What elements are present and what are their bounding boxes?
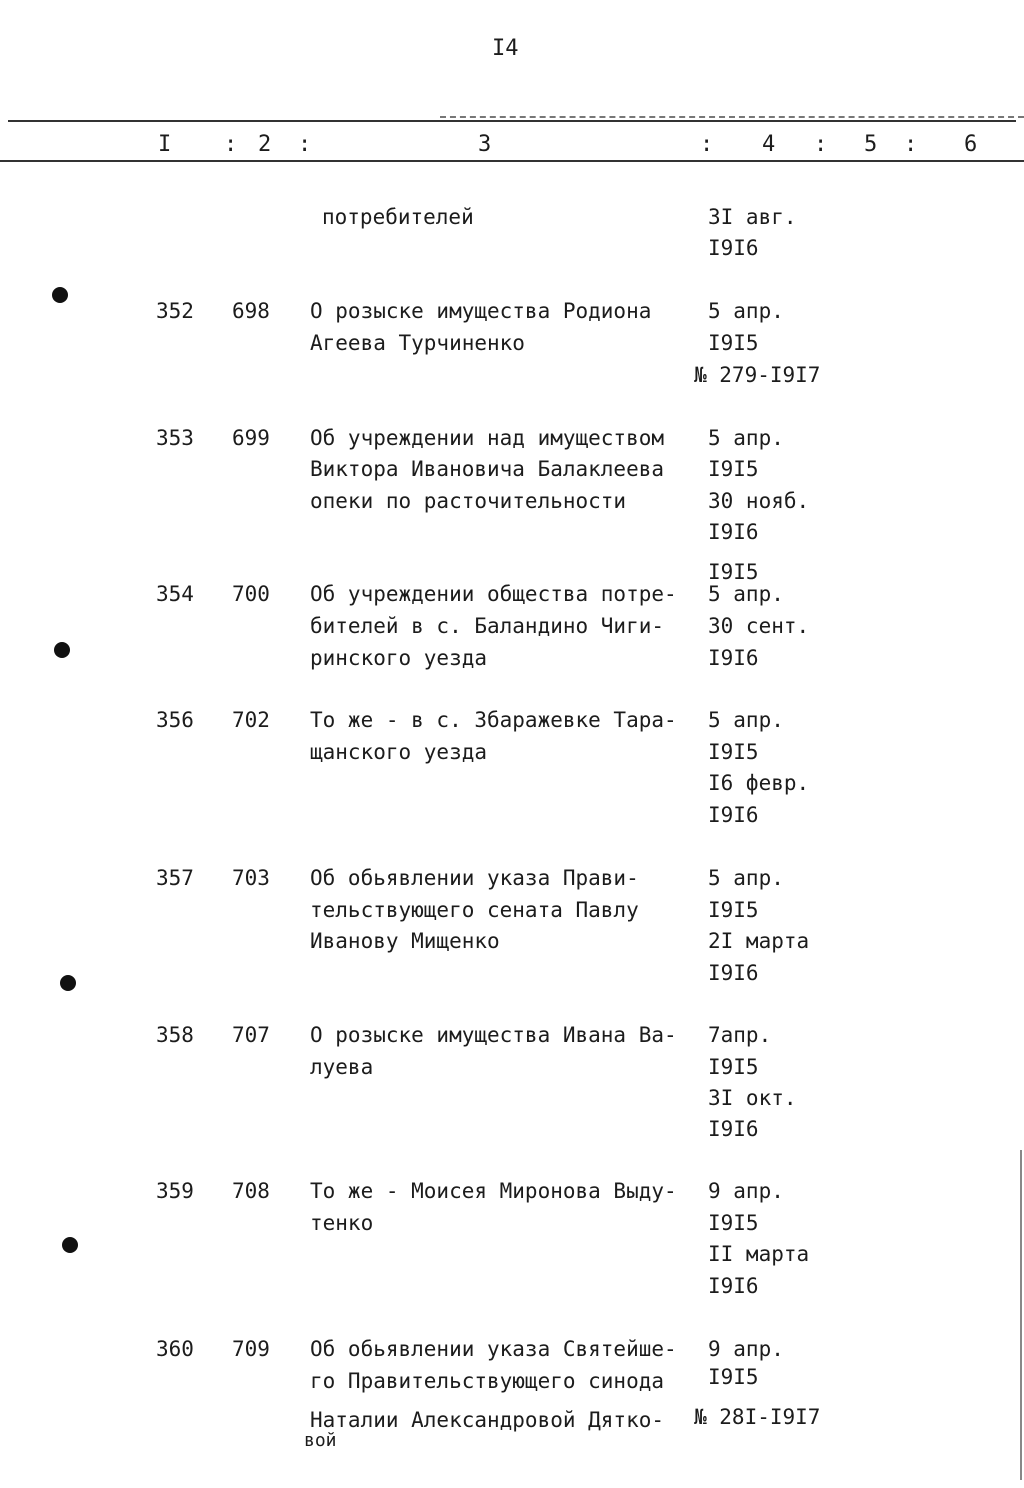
- row-number: 352: [156, 299, 194, 323]
- page-number: I4: [492, 36, 519, 61]
- row-title: Об учреждении общества потре-: [310, 582, 677, 606]
- row-file-number: 709: [232, 1337, 270, 1361]
- row-file-number: 698: [232, 299, 270, 323]
- row-file-number: 703: [232, 866, 270, 890]
- punch-hole: [52, 287, 68, 303]
- column-header-6: 6: [964, 132, 978, 157]
- row-file-number: 707: [232, 1023, 270, 1047]
- row-date: I9I6: [708, 646, 759, 670]
- row-date: I9I6: [708, 1117, 759, 1141]
- row-date: 9 апр.: [708, 1179, 784, 1203]
- row-title: тельствующего сената Павлу: [310, 898, 639, 922]
- row-file-number: 708: [232, 1179, 270, 1203]
- column-header-4: 4: [762, 132, 776, 157]
- punch-hole: [60, 975, 76, 991]
- punch-hole: [54, 642, 70, 658]
- row-date: 9 апр.: [708, 1337, 784, 1361]
- row-title: щанского уезда: [310, 740, 488, 764]
- row-date: I9I5: [708, 740, 759, 764]
- row-date: I9I6: [708, 803, 759, 827]
- row-number: 356: [156, 708, 194, 732]
- row-date: II марта: [708, 1242, 810, 1266]
- row-date: 5 апр.: [708, 708, 784, 732]
- row-file-number: 699: [232, 426, 270, 450]
- column-separator: :: [904, 132, 918, 157]
- row-title: потребителей: [322, 205, 474, 229]
- row-date: I9I5: [708, 1365, 759, 1389]
- row-number: 353: [156, 426, 194, 450]
- row-title: Иванову Мищенко: [310, 929, 500, 953]
- row-number: 358: [156, 1023, 194, 1047]
- row-title: бителей в с. Баландино Чиги-: [310, 614, 665, 638]
- row-title: ринского уезда: [310, 646, 488, 670]
- header-rule-top: [8, 120, 1016, 122]
- row-date: 5 апр.: [708, 866, 784, 890]
- header-rule-top-faded: [440, 116, 1024, 118]
- column-header-3: 3: [478, 132, 492, 157]
- column-header-2: 2: [258, 132, 272, 157]
- row-date: I9I5: [708, 560, 759, 584]
- row-file-number: 700: [232, 582, 270, 606]
- row-date: I9I6: [708, 236, 759, 260]
- column-separator: :: [224, 132, 238, 157]
- row-date: 3I окт.: [708, 1086, 797, 1110]
- row-reference: № 28I-I9I7: [694, 1405, 821, 1429]
- row-date: I9I5: [708, 331, 759, 355]
- row-title: Об учреждении над имуществом: [310, 426, 665, 450]
- row-date: I9I5: [708, 898, 759, 922]
- row-title: Об обьявлении указа Прави-: [310, 866, 639, 890]
- row-title: луева: [310, 1055, 374, 1079]
- punch-hole: [62, 1237, 78, 1253]
- header-rule-bottom: [0, 160, 1024, 162]
- column-separator: :: [298, 132, 312, 157]
- row-number: 357: [156, 866, 194, 890]
- row-title: Агеева Турчиненко: [310, 331, 525, 355]
- row-title: То же - Моисея Миронова Выду-: [310, 1179, 677, 1203]
- row-date: 5 апр.: [708, 299, 784, 323]
- column-header-5: 5: [864, 132, 878, 157]
- row-date: 30 нояб.: [708, 489, 810, 513]
- row-date: I9I6: [708, 961, 759, 985]
- column-header-1: I: [158, 132, 172, 157]
- row-date: 3I авг.: [708, 205, 797, 229]
- row-title: тенко: [310, 1211, 374, 1235]
- row-date: I9I6: [708, 520, 759, 544]
- row-title: вой: [304, 1430, 337, 1451]
- row-date: I9I6: [708, 1274, 759, 1298]
- row-number: 360: [156, 1337, 194, 1361]
- row-date: 2I марта: [708, 929, 810, 953]
- row-number: 359: [156, 1179, 194, 1203]
- row-date: 7апр.: [708, 1023, 772, 1047]
- row-title: О розыске имущества Родиона: [310, 299, 652, 323]
- row-date: I9I5: [708, 1055, 759, 1079]
- row-reference: № 279-I9I7: [694, 363, 821, 387]
- row-date: 5 апр.: [708, 426, 784, 450]
- column-separator: :: [700, 132, 714, 157]
- column-separator: :: [814, 132, 828, 157]
- row-title: То же - в с. Збаражевке Тара-: [310, 708, 677, 732]
- row-file-number: 702: [232, 708, 270, 732]
- row-title: Виктора Ивановича Балаклеева: [310, 457, 665, 481]
- row-number: 354: [156, 582, 194, 606]
- row-title: го Правительствующего синода: [310, 1369, 665, 1393]
- row-title: О розыске имущества Ивана Ва-: [310, 1023, 677, 1047]
- row-title: Об обьявлении указа Святейше-: [310, 1337, 677, 1361]
- row-title: опеки по расточительности: [310, 489, 627, 513]
- row-date: 30 сент.: [708, 614, 810, 638]
- row-date: I9I5: [708, 1211, 759, 1235]
- row-date: I6 февр.: [708, 771, 810, 795]
- row-title: Наталии Александровой Дятко-: [310, 1408, 665, 1432]
- row-date: 5 апр.: [708, 582, 784, 606]
- page-edge: [1020, 1150, 1022, 1480]
- row-date: I9I5: [708, 457, 759, 481]
